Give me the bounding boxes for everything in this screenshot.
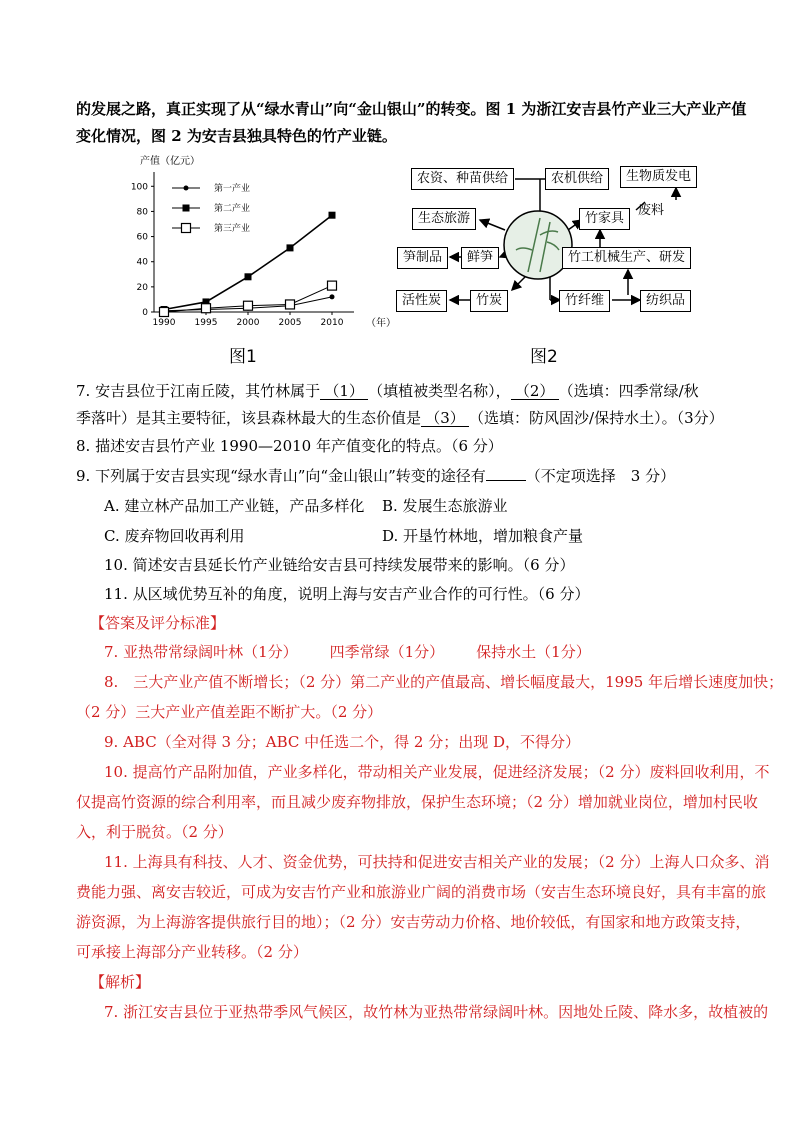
figure2-caption: 图2 xyxy=(530,347,558,367)
data-point xyxy=(328,281,337,290)
answer-11-line-3: 游资源，为上海游客提供旅行目的地）；（2 分）安吉劳动力价格、地价较低，有国家和地方政策支持， xyxy=(76,913,751,931)
answer-7: 7. 亚热带常绿阔叶林（1分） 四季常绿（1分） 保持水土（1分） xyxy=(104,643,591,661)
x-tick-label: 2010 xyxy=(320,318,344,328)
data-point xyxy=(329,212,336,219)
legend-label: 第一产业 xyxy=(214,184,251,194)
answer-8-line-2: （2 分）三大产业产值差距不断扩大。（2 分） xyxy=(76,703,383,721)
data-point xyxy=(245,273,252,280)
box-bamboo-machinery: 竹工机械生产、研发 xyxy=(562,247,691,269)
legend-label: 第二产业 xyxy=(214,204,251,214)
x-tick-label: 2005 xyxy=(278,318,302,328)
figure1-chart xyxy=(110,152,400,342)
data-point xyxy=(202,304,211,313)
box-machine-supply: 农机供给 xyxy=(545,168,609,190)
x-tick-label: 1995 xyxy=(194,318,218,328)
box-bamboo-furniture: 竹家具 xyxy=(579,208,630,230)
box-activated-carbon: 活性炭 xyxy=(396,290,447,312)
x-tick-label: 2000 xyxy=(236,318,260,328)
y-axis-label: 产值（亿元） xyxy=(140,156,200,167)
data-point xyxy=(160,308,169,317)
data-point xyxy=(287,244,294,251)
box-shoot-products: 笋制品 xyxy=(397,247,448,269)
answer-11-line-2: 费能力强、离安吉较近，可成为安吉竹产业和旅游业广阔的消费市场（安吉生态环境良好，具有丰富的旅 xyxy=(76,883,767,901)
answer-9: 9. ABC（全对得 3 分；ABC 中任选二个，得 2 分；出现 D，不得分） xyxy=(104,733,581,751)
question-7-line-2: 季落叶）是其主要特征，该县森林最大的生态价值是 （3） （选填：防风固沙/保持水土）。（3分） xyxy=(76,409,724,427)
answer-11-line-4: 可承接上海部分产业转移。（2 分） xyxy=(76,943,308,961)
data-point xyxy=(330,294,335,299)
question-11: 11. 从区域优势互补的角度，说明上海与安吉产业合作的可行性。（6 分） xyxy=(104,585,590,603)
y-tick-label: 100 xyxy=(130,182,148,193)
option-a: A. 建立林产品加工产业链，产品多样化 xyxy=(104,497,365,515)
box-biomass-power: 生物质发电 xyxy=(620,166,697,188)
box-bamboo-fiber: 竹纤维 xyxy=(559,290,610,312)
y-tick-label: 20 xyxy=(136,282,148,293)
answer-10-line-2: 仅提高竹资源的综合利用率，而且减少废弃物排放，保护生态环境；（2 分）增加就业岗位，增加村民收 xyxy=(76,793,758,811)
x-axis-unit: （年） xyxy=(366,318,396,329)
box-eco-tourism: 生态旅游 xyxy=(412,208,476,230)
answer-10-line-1: 10. 提高竹产品附加值，产业多样化，带动相关产业发展，促进经济发展；（2 分）废料回收利用，不 xyxy=(104,763,770,781)
option-d: D. 开垦竹林地，增加粮食产量 xyxy=(382,527,584,545)
axes xyxy=(131,172,354,328)
analysis-line-1: 7. 浙江安吉县位于亚热带季风气候区，故竹林为亚热带常绿阔叶林。因地处丘陵、降水多，故植被的 xyxy=(104,1003,769,1021)
question-8: 8. 描述安吉县竹产业 1990—2010 年产值变化的特点。（6 分） xyxy=(76,437,503,455)
legend-marker xyxy=(182,224,191,233)
y-tick-label: 40 xyxy=(136,257,148,268)
legend-label: 第三产业 xyxy=(214,224,251,234)
box-textiles: 纺织品 xyxy=(640,290,691,312)
intro-line-2: 变化情况，图 2 为安吉县独具特色的竹产业链。 xyxy=(76,127,397,145)
answer-11-line-1: 11. 上海具有科技、人才、资金优势，可扶持和促进安吉相关产业的发展；（2 分）上海人口众多、消 xyxy=(104,853,770,871)
figure1-caption: 图1 xyxy=(229,347,257,367)
data-point xyxy=(286,300,295,309)
question-7-line-1: 7. 安吉县位于江南丘陵，其竹林属于 （1） （填植被类型名称）， （2） （选填：四季常绿/秋 xyxy=(76,382,699,400)
y-tick-label: 60 xyxy=(136,232,148,243)
answer-10-line-3: 入，利于脱贫。（2 分） xyxy=(76,823,233,841)
question-10: 10. 简述安吉县延长竹产业链给安吉县可持续发展带来的影响。（6 分） xyxy=(104,556,575,574)
y-tick-label: 0 xyxy=(142,308,148,318)
y-tick-label: 80 xyxy=(136,207,148,218)
option-b: B. 发展生态旅游业 xyxy=(382,497,508,515)
box-fresh-shoots: 鲜笋 xyxy=(461,247,499,269)
legend xyxy=(172,182,250,234)
box-bamboo-charcoal: 竹炭 xyxy=(470,290,508,312)
data-point xyxy=(244,301,253,310)
label-waste: 废料 xyxy=(638,203,665,218)
intro-line-1: 的发展之路，真正实现了从“绿水青山”向“金山银山”的转变。图 1 为浙江安吉县竹产业三大产业产值 xyxy=(76,100,747,118)
answer-8-line-1: 8. 三大产业产值不断增长；（2 分）第二产业的产值最高、增长幅度最大，1995 年后增长速度加快； xyxy=(104,673,784,691)
x-tick-label: 1990 xyxy=(152,318,176,328)
option-c: C. 废弃物回收再利用 xyxy=(104,527,245,545)
legend-marker xyxy=(183,205,190,212)
analysis-heading: 【解析】 xyxy=(90,973,151,991)
legend-marker xyxy=(184,186,189,191)
question-9: 9. 下列属于安吉县实现“绿水青山”向“金山银山”转变的途径有 （不定项选择 3 分） xyxy=(76,467,676,485)
answers-heading: 【答案及评分标准】 xyxy=(90,614,226,632)
box-seed-supply: 农资、种苗供给 xyxy=(411,168,514,190)
